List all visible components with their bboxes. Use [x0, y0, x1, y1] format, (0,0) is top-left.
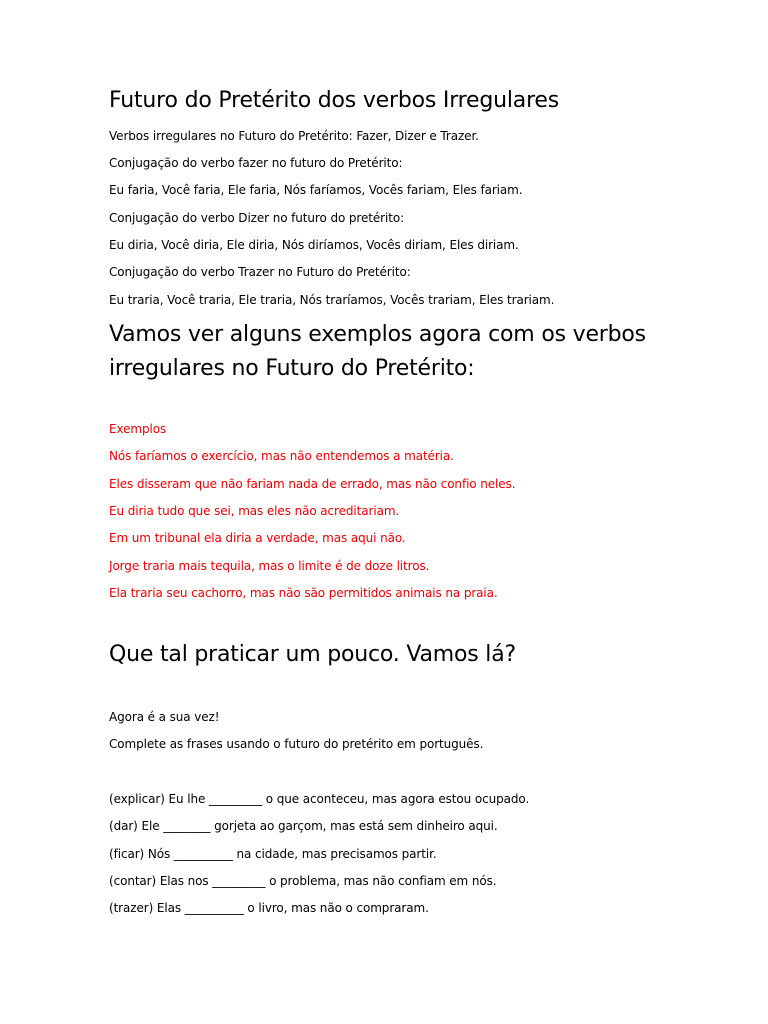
exercise-item: (contar) Elas nos _________ o problema, mas não confiam em nós.: [109, 874, 497, 888]
examples-label: Exemplos: [109, 422, 167, 436]
practice-intro-line: Complete as frases usando o futuro do pretérito em português.: [109, 737, 484, 751]
example-sentence: Nós faríamos o exercício, mas não entendemos a matéria.: [109, 449, 454, 463]
exercise-item: (ficar) Nós __________ na cidade, mas precisamos partir.: [109, 847, 437, 861]
intro-line: Conjugação do verbo Dizer no futuro do pretérito:: [109, 211, 405, 225]
example-sentence: Em um tribunal ela diria a verdade, mas aqui não.: [109, 531, 406, 545]
exercise-item: (trazer) Elas __________ o livro, mas não o compraram.: [109, 901, 429, 915]
intro-line: Eu traria, Você traria, Ele traria, Nós traríamos, Vocês trariam, Eles trariam.: [109, 293, 555, 307]
document-title: Futuro do Pretérito dos verbos Irregulares: [109, 88, 560, 113]
example-sentence: Jorge traria mais tequila, mas o limite é de doze litros.: [109, 559, 430, 573]
example-sentence: Eles disseram que não fariam nada de errado, mas não confio neles.: [109, 477, 516, 491]
exercise-item: (dar) Ele ________ gorjeta ao garçom, mas está sem dinheiro aqui.: [109, 819, 498, 833]
exercise-item: (explicar) Eu lhe _________ o que aconteceu, mas agora estou ocupado.: [109, 792, 530, 806]
practice-heading: Que tal praticar um pouco. Vamos lá?: [109, 642, 516, 667]
intro-line: Conjugação do verbo Trazer no Futuro do Pretérito:: [109, 265, 411, 279]
example-sentence: Ela traria seu cachorro, mas não são permitidos animais na praia.: [109, 586, 498, 600]
examples-heading: Vamos ver alguns exemplos agora com os verbos irregulares no Futuro do Pretérito:: [109, 322, 646, 381]
intro-line: Conjugação do verbo fazer no futuro do Pretérito:: [109, 156, 403, 170]
intro-line: Verbos irregulares no Futuro do Pretérito: Fazer, Dizer e Trazer.: [109, 129, 479, 143]
example-sentence: Eu diria tudo que sei, mas eles não acreditariam.: [109, 504, 400, 518]
practice-intro-line: Agora é a sua vez!: [109, 710, 220, 724]
intro-line: Eu diria, Você diria, Ele diria, Nós diríamos, Vocês diriam, Eles diriam.: [109, 238, 519, 252]
intro-line: Eu faria, Você faria, Ele faria, Nós faríamos, Vocês fariam, Eles fariam.: [109, 183, 523, 197]
